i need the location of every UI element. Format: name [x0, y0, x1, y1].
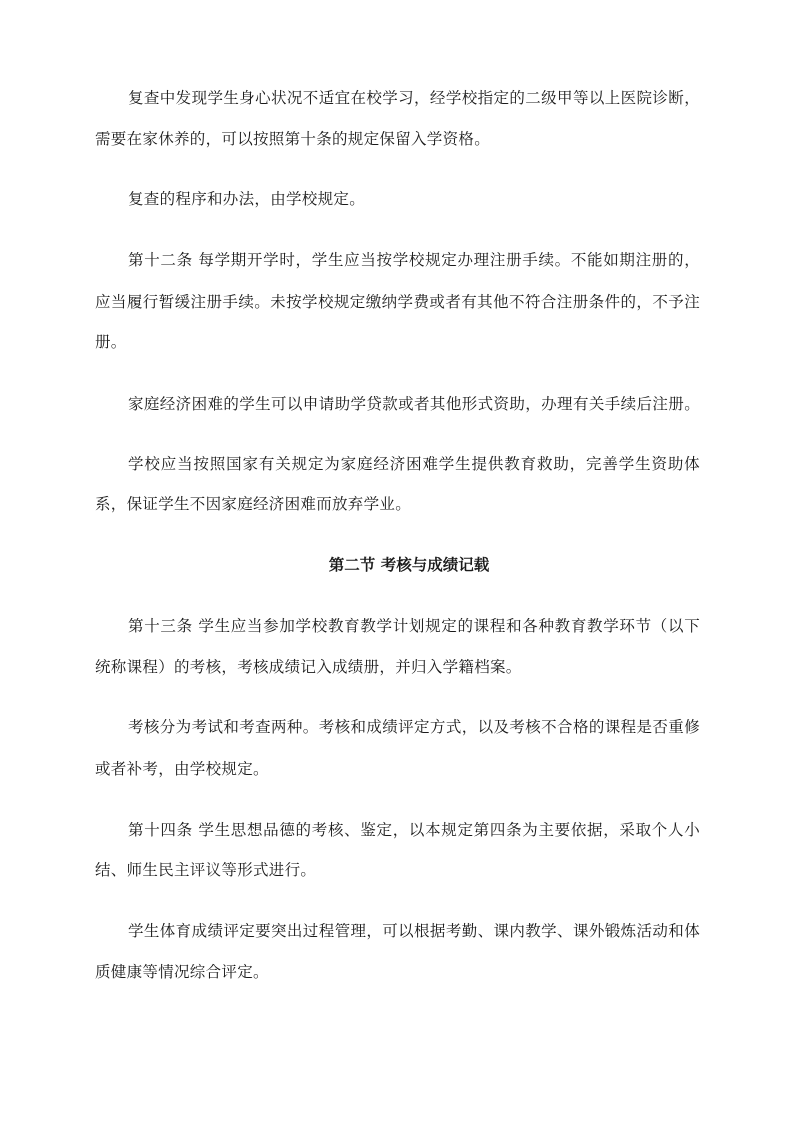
paragraph-line: 册。: [95, 333, 127, 351]
paragraph-line: 第十二条 每学期开学时，学生应当按学校规定办理注册手续。不能如期注册的，: [128, 251, 700, 269]
paragraph-line: 学校应当按照国家有关规定为家庭经济困难学生提供教育救助，完善学生资助体: [128, 455, 700, 473]
paragraph-line: 统称课程）的考核，考核成绩记入成绩册，并归入学籍档案。: [95, 658, 522, 676]
section-heading: 第二节 考核与成绩记载: [328, 556, 490, 574]
paragraph-line: 应当履行暂缓注册手续。未按学校规定缴纳学费或者有其他不符合注册条件的，不予注: [95, 293, 700, 311]
paragraph-line: 学生体育成绩评定要突出过程管理，可以根据考勤、课内教学、课外锻炼活动和体: [128, 922, 700, 940]
paragraph-line: 或者补考，由学校规定。: [95, 760, 269, 778]
paragraph-line: 第十三条 学生应当参加学校教育教学计划规定的课程和各种教育教学环节（以下: [128, 617, 700, 635]
paragraph-line: 质健康等情况综合评定。: [95, 963, 269, 981]
paragraph-line: 系，保证学生不因家庭经济困难而放弃学业。: [95, 495, 412, 513]
paragraph-line: 需要在家休养的，可以按照第十条的规定保留入学资格。: [95, 130, 491, 148]
paragraph-line: 考核分为考试和考查两种。考核和成绩评定方式，以及考核不合格的课程是否重修: [128, 718, 700, 736]
paragraph-line: 结、师生民主评议等形式进行。: [95, 861, 317, 879]
paragraph-line: 家庭经济困难的学生可以申请助学贷款或者其他形式资助，办理有关手续后注册。: [128, 395, 700, 413]
paragraph-line: 复查中发现学生身心状况不适宜在校学习，经学校指定的二级甲等以上医院诊断，: [128, 89, 700, 107]
paragraph-line: 第十四条 学生思想品德的考核、鉴定，以本规定第四条为主要依据，采取个人小: [128, 821, 700, 839]
paragraph-line: 复查的程序和办法，由学校规定。: [128, 190, 366, 208]
